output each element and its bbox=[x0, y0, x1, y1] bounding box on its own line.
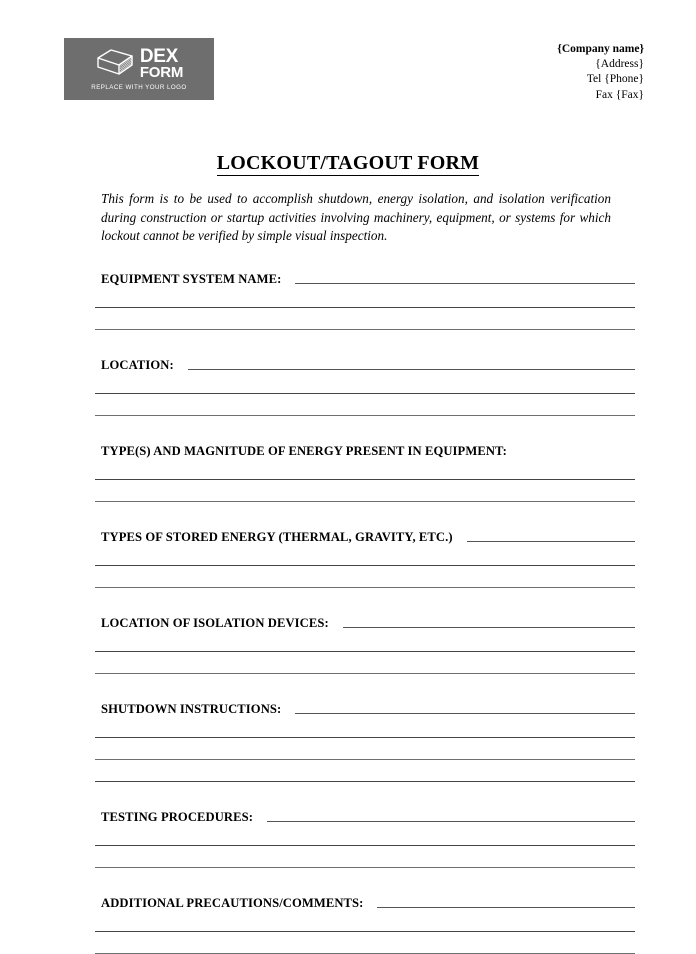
form-field-section bbox=[0, 696, 696, 782]
field-label: LOCATION OF ISOLATION DEVICES: bbox=[101, 616, 329, 631]
field-blank-line[interactable] bbox=[95, 759, 635, 760]
company-address: {Address} bbox=[595, 58, 644, 71]
form-sections bbox=[0, 266, 696, 954]
field-label-row bbox=[0, 610, 696, 630]
logo-lockup bbox=[95, 48, 183, 79]
field-blank-line[interactable] bbox=[95, 393, 635, 394]
form-field-section bbox=[0, 352, 696, 416]
field-blank-line[interactable] bbox=[95, 931, 635, 932]
field-label: TYPE(S) AND MAGNITUDE OF ENERGY PRESENT IN EQUIPMENT: bbox=[101, 444, 507, 459]
field-blank-line[interactable] bbox=[95, 501, 635, 502]
field-blank-line[interactable] bbox=[95, 867, 635, 868]
field-label: SHUTDOWN INSTRUCTIONS: bbox=[101, 702, 282, 717]
field-input-line[interactable] bbox=[343, 627, 635, 628]
field-blank-line[interactable] bbox=[95, 737, 635, 738]
field-blank-line[interactable] bbox=[95, 565, 635, 566]
field-label-row bbox=[0, 266, 696, 286]
field-blank-line[interactable] bbox=[95, 329, 635, 330]
field-label: LOCATION: bbox=[101, 358, 174, 373]
field-blank-line[interactable] bbox=[95, 479, 635, 480]
intro-paragraph: This form is to be used to accomplish shutdown, energy isolation, and isolation verification during construction or startup activities involving machinery, equipment, or systems for which lockout cannot be verified by simple visual inspection. bbox=[101, 191, 611, 244]
logo-brand-bottom: FORM bbox=[139, 63, 184, 81]
form-field-section bbox=[0, 804, 696, 868]
field-input-line[interactable] bbox=[267, 821, 635, 822]
document-header bbox=[0, 38, 696, 108]
company-info-block bbox=[557, 42, 644, 103]
logo-wordmark bbox=[140, 48, 183, 79]
field-label-row bbox=[0, 524, 696, 544]
paper-stack-icon bbox=[95, 48, 135, 79]
form-field-section bbox=[0, 524, 696, 588]
company-fax: Fax {Fax} bbox=[595, 88, 644, 101]
page-title bbox=[0, 152, 696, 175]
field-input-line[interactable] bbox=[377, 907, 635, 908]
field-label-row bbox=[0, 696, 696, 716]
form-field-section bbox=[0, 610, 696, 674]
company-phone: Tel {Phone} bbox=[586, 73, 644, 86]
field-blank-line[interactable] bbox=[95, 651, 635, 652]
field-input-line[interactable] bbox=[467, 541, 635, 542]
field-blank-line[interactable] bbox=[95, 587, 635, 588]
company-logo bbox=[64, 38, 214, 100]
form-field-section bbox=[0, 266, 696, 330]
logo-tagline: REPLACE WITH YOUR LOGO bbox=[91, 83, 187, 91]
field-blank-line[interactable] bbox=[95, 673, 635, 674]
field-label-row bbox=[0, 438, 696, 458]
field-label: TESTING PROCEDURES: bbox=[101, 810, 254, 825]
field-input-line[interactable] bbox=[188, 369, 635, 370]
field-input-line[interactable] bbox=[295, 283, 635, 284]
field-label: TYPES OF STORED ENERGY (THERMAL, GRAVITY, ETC.) bbox=[101, 530, 453, 545]
field-blank-line[interactable] bbox=[95, 845, 635, 846]
field-label-row bbox=[0, 352, 696, 372]
field-blank-line[interactable] bbox=[95, 307, 635, 308]
field-input-line[interactable] bbox=[295, 713, 635, 714]
field-label: ADDITIONAL PRECAUTIONS/COMMENTS: bbox=[101, 896, 364, 911]
field-label-row bbox=[0, 890, 696, 910]
form-field-section bbox=[0, 438, 696, 502]
field-label-row bbox=[0, 804, 696, 824]
field-blank-line[interactable] bbox=[95, 415, 635, 416]
field-blank-line[interactable] bbox=[95, 781, 635, 782]
field-label: EQUIPMENT SYSTEM NAME: bbox=[101, 272, 282, 287]
page-title-text: LOCKOUT/TAGOUT FORM bbox=[216, 152, 480, 174]
logo-brand-top: DEX bbox=[139, 46, 178, 68]
company-name: {Company name} bbox=[557, 43, 644, 55]
